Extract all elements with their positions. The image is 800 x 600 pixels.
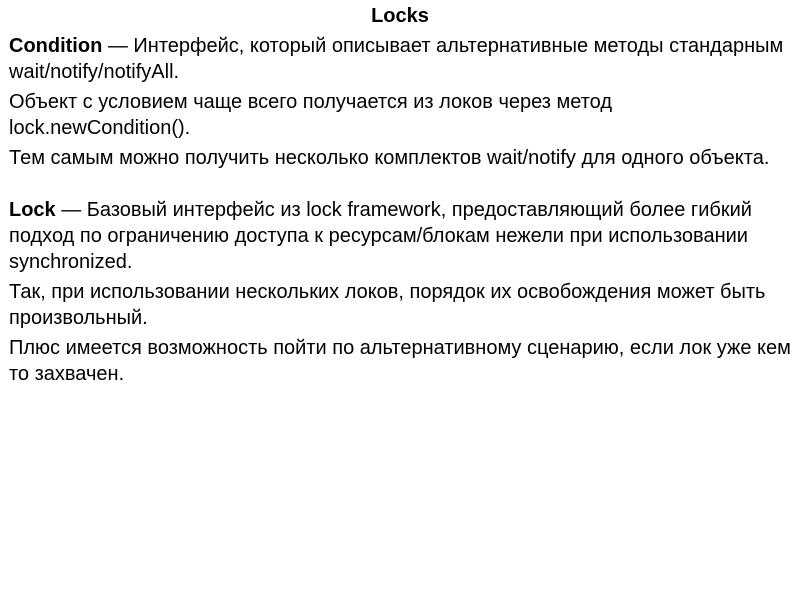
lock-definition-text: — Базовый интерфейс из lock framework, предоставляющий более гибкий подход по ограничению доступа к ресурсам/блокам нежели при использовании synchronized.	[9, 199, 752, 273]
condition-definition	[9, 33, 794, 85]
slide-title: Locks	[371, 5, 429, 27]
section-spacer	[9, 175, 794, 197]
lock-definition	[9, 197, 794, 275]
condition-term: Condition	[9, 35, 103, 57]
condition-definition-text: — Интерфейс, который описывает альтернативные методы стандарным wait/notify/notifyAll.	[9, 35, 784, 83]
lock-term: Lock	[9, 199, 56, 221]
condition-paragraph-1: Объект с условием чаще всего получается из локов через метод lock.newCondition().	[9, 91, 613, 139]
condition-paragraph-2: Тем самым можно получить несколько комплектов wait/notify для одного объекта.	[9, 147, 770, 169]
lock-paragraph-1: Так, при использовании нескольких локов, порядок их освобождения может быть произвольный.	[9, 281, 766, 329]
lock-paragraph-2: Плюс имеется возможность пойти по альтернативному сценарию, если лок уже кем то захвачен.	[9, 337, 791, 385]
slide-content	[9, 33, 794, 391]
